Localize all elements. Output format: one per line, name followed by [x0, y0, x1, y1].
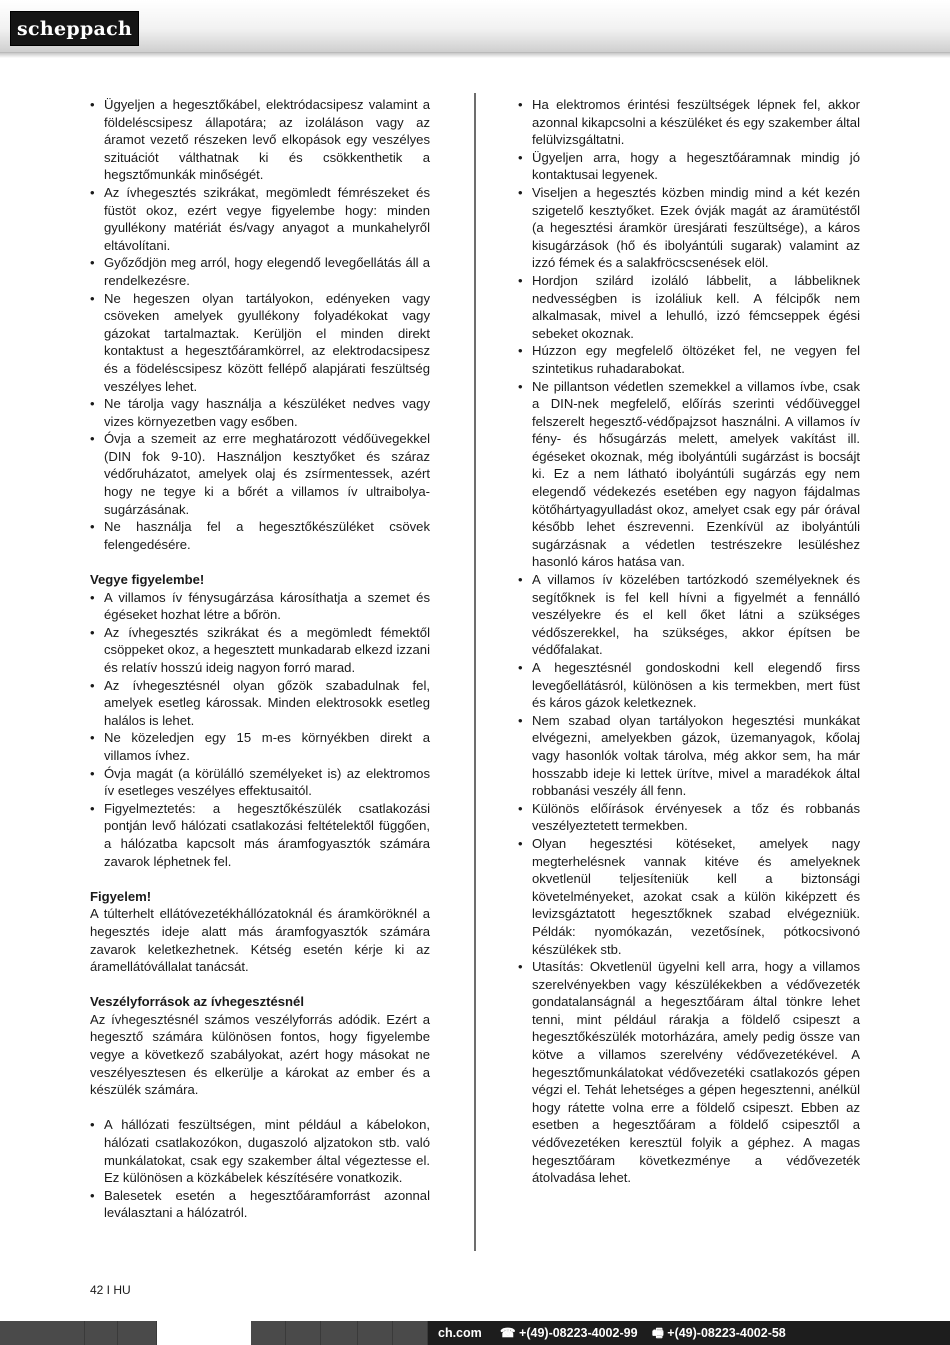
footer-block — [85, 1321, 118, 1345]
list-item: • Győződjön meg arról, hogy elegendő levegőellátás áll a rendelkezésre. — [90, 254, 430, 289]
list-item: • Ne használja fel a hegesztőkészüléket csövek felengedésére. — [90, 518, 430, 553]
list-item: • Különös előírások érvényesek a tőz és robbanás veszélyeztetett termekben. — [518, 800, 860, 835]
list-item: • Hordjon szilárd izoláló lábbelit, a lábbeliknek nedvességben is izoláliuk kell. A félcipők nem alkalmasak, mivel a lehulló, izzó fémcseppek égési sebeket okoznak. — [518, 272, 860, 342]
paragraph-hazards: Az ívhegesztésnél számos veszélyforrás adódik. Ezért a hegesztő számára különösen fontos, hogy figyelembe vegye a következő szabályokat, azért hogy másokat ne veszélyesztesen és elkerülje a károkat az ember és a készülék számára. — [90, 1011, 430, 1098]
paragraph-overload: A túlterhelt ellátóvezetékhállózatoknál és áramköröknél a hegesztés ideje alatt más áramfogyasztók számára zavarok keletkezhetnek. Kétség esetén kérje ki az áramellátóvállalat tanácsát. — [90, 906, 430, 975]
list-item: • A villamos ív közelében tartózkodó személyeknek és segítőknek is fel kell hívni a figyelmét a fennálló veszélyekre és el kell őket látni a szükséges védőszerekkel, ha szükséges, akkor építsen be védőfalakat. — [518, 571, 860, 659]
left-column — [90, 96, 430, 1222]
page-header — [0, 0, 950, 53]
section-heading-attention: Vegye figyelembe! — [90, 572, 205, 588]
list-item: • Az ívhegesztés szikrákat és a megömledt fémektől csöppeket okoz, a hegesztett munkadarab elkezd izzani és relatív hosszú ideig nagyon forró marad. — [90, 624, 430, 677]
list-item: • Húzzon egy megfelelő öltözéket fel, ne vegyen fel szintetikus ruhadarabokat. — [518, 342, 860, 377]
footer-website: ch.com — [438, 1326, 482, 1340]
page-footer — [0, 1321, 950, 1345]
footer-phone: ☎ +(49)-08223-4002-99 — [500, 1326, 638, 1340]
footer-block — [286, 1321, 321, 1345]
list-item: • Az ívhegesztésnél olyan gőzök szabadulnak fel, amelyek esetleg károssak. Minden elektrosokk esetleg halálos is lehet. — [90, 677, 430, 730]
footer-block — [251, 1321, 286, 1345]
list-item: • Az ívhegesztés szikrákat, megömledt fémrészeket és füstöt okoz, ezért vegye figyelembe hogy: minden gyullékony matériát és/vagy anyagot a munkahelyről eltávolítani. — [90, 184, 430, 254]
list-item: • Ne hegeszen olyan tartályokon, edényeken vagy csöveken amelyek gyullékony folyadékokat vagy gázokat tartalmaztak. Kerüljön el minden direkt kontaktust a hegesztőáramkörrel, az elektrodacsipesz és a födeléscsipesz között fellépő alapjárati feszültség veszélyes lehet. — [90, 290, 430, 396]
section-heading-hazards: Veszélyforrások az ívhegesztésnél — [90, 994, 304, 1010]
list-item: • Ügyeljen a hegesztőkábel, elektródacsipesz valamint a földeléscsipesz állapotára; az izoláláson vagy az áramot vezető részeken levő elkopások egy veszélyes szituációt válthatnak ki és csökkenthetik a hegsztőmunkák minőségét. — [90, 96, 430, 184]
scheppach-logo: scheppach — [10, 11, 139, 46]
list-item: • Ne tárolja vagy használja a készüléket nedves vagy vizes környezetben vagy esőben. — [90, 395, 430, 430]
footer-fax: 🖷 +(49)-08223-4002-58 — [652, 1326, 786, 1340]
bullet-list-attention — [90, 589, 430, 871]
list-item: • Figyelmeztetés: a hegesztőkészülék csatlakozási pontján levő hálózati csatlakozási feltételektől függően, a hálózatba kapcsolt más áramfogyasztók számára zavarok léphetnek fel. — [90, 800, 430, 870]
footer-block — [358, 1321, 393, 1345]
footer-block — [321, 1321, 358, 1345]
list-item: • A villamos ív fénysugárzása károsíthatja a szemet és égéseket hozhat létre a bőrön. — [90, 589, 430, 624]
footer-block — [393, 1321, 428, 1345]
list-item: • Olyan hegesztési kötéseket, amelyek nagy megterhelésnek vannak kitéve és amelyeknek okvetlenül teljesíteniük kell a biztonsági követelményeket, azokat csak a külön kiképzett és levizsgáztatott hegesztőknek szabad elvégezniük. Példák: nyomókazán, vezetősínek, pótkocsivonó készülékek stb. — [518, 835, 860, 958]
header-shadow — [0, 52, 950, 58]
bullet-list-safety — [90, 96, 430, 553]
right-column — [518, 96, 860, 1187]
list-item: • Utasítás: Okvetlenül ügyelni kell arra, hogy a villamos szerelvényekben vagy készülékekben a védővezeték gondatalanságnál a hegesztőáram által tönkre lehet tenni, mint például rárakja a földelő csipeszt a hegesztőkészülék motorházára, amely pedig össze van kötve a villamos szerelvény védővezetékével. A hegesztőmunkálatokat védővezetéki csatlakozós gépen végzi el. Tehát lehetséges a gépen hegesztenni, anélkül hogy rátette volna erre a földelő csipeszt. Ebben az esetben a hegesztőáram a földelő csipesztől a védővezetéken keresztül folyik a géphez. A magas hegesztőáram következménye a védővezeték átolvadása lehet. — [518, 958, 860, 1187]
section-heading-warning: Figyelem! — [90, 888, 152, 904]
list-item: • Ne közeledjen egy 15 m-es környékben direkt a villamos ívhez. — [90, 729, 430, 764]
list-item: • Ügyeljen arra, hogy a hegesztőáramnak mindig jó kontaktusai legyenek. — [518, 149, 860, 184]
list-item: • Óvja a szemeit az erre meghatározott védőüvegekkel (DIN fok 9-10). Használjon kesztyőket és száraz védőruházatot, amelyek olaj és zsírmentessek, azért hogy ne tegye ki a bőrét a villamos ív ultraibolya-sugárzásának. — [90, 430, 430, 518]
page-number: 42 I HU — [90, 1283, 131, 1297]
bullet-list-hazards — [90, 1116, 430, 1222]
list-item: • Ne pillantson védetlen szemekkel a villamos ívbe, csak a DIN-nek megfelelő, előírás szerinti védőüveggel felszerelt hegesztő-védőpajzsot használni. A villamos ív fény- és hősugárzás melett, amelyek vakítást ill. égéseket okoznak, még ibolyántúli sugárzást is bocsájt ki. Ez a nem látható ibolyántúli sugárzás egy nem elegendő védekezés esetében egy nagyon fájdalmas kötőhártyagyulladást okoz, amelyet csak egy pár órával később lehet észrevenni. Ezenkívül az ibolyántúli sugárzásnak a védetlen testrészekre lesüléshez hasonló káros hatása van. — [518, 378, 860, 572]
list-item: • Óvja magát (a körülálló személyeket is) az elektromos ív esetleges veszélyes effektusaitól. — [90, 765, 430, 800]
footer-block — [118, 1321, 157, 1345]
list-item: • Ha elektromos érintési feszültségek lépnek fel, akkor azonnal kikapcsolni a készüléket és egy szakember által felülvizsgáltatni. — [518, 96, 860, 149]
list-item: • A hállózati feszültségen, mint például a kábelokon, hálózati csatlakozókon, dugaszoló aljzatokon stb. való munkálatokat, csak egy szakember által végeztesse el. Ez különösen a közkábelek készítésére vonatkozik. — [90, 1116, 430, 1186]
list-item: • Viseljen a hegesztés közben mindig mind a két kezén szigetelő kesztyőket. Ezek óvják magát az áramütéstől (a hegesztési áramkör üresjárati feszültsége), a káros kisugárzások (hő és ibolyántúli sugarak) valamint az izzó fémek és a salakfröcscsenések elöl. — [518, 184, 860, 272]
footer-block — [0, 1321, 85, 1345]
list-item: • Balesetek esetén a hegesztőáramforrást azonnal leválasztani a hálózatról. — [90, 1187, 430, 1222]
column-divider — [474, 93, 476, 1251]
footer-block — [157, 1321, 251, 1345]
list-item: • Nem szabad olyan tartályokon hegesztési munkákat elvégezni, amelyekben gázok, üzemanyagok, kőolaj vagy hasonlók voltak tárolva, még akkor sem, ha már hosszabb ideje ki lettek ürítve, mivel a maradékok által robbanási veszély áll fenn. — [518, 712, 860, 800]
bullet-list-right — [518, 96, 860, 1187]
list-item: • A hegesztésnél gondoskodni kell elegendő firss levegőellátásról, különösen a kis termekben, mert füst és káros gázok keletkeznek. — [518, 659, 860, 712]
